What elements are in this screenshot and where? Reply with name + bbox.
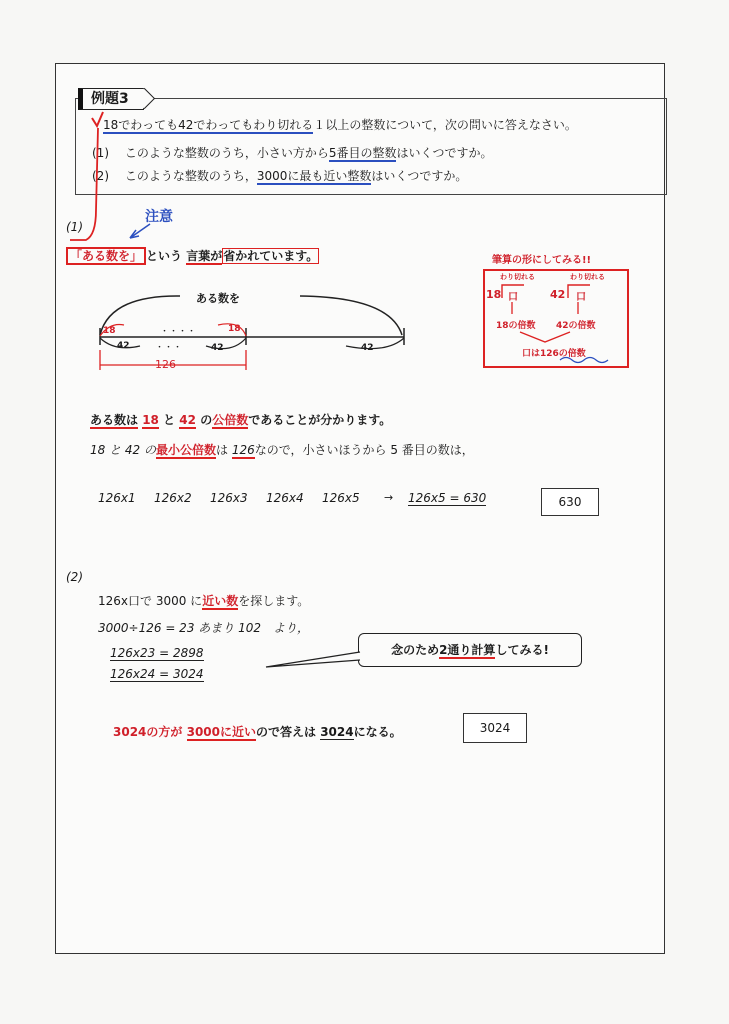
diagram-dots-top: ・・・・ [160, 327, 197, 337]
method-left-divisor: 18 [486, 288, 502, 301]
part1-result: 126x5 = 630 [408, 491, 487, 505]
part1-line2: ある数は 18 と 42 の公倍数であることが分かります。 [90, 413, 392, 427]
method-right-result: 42の倍数 [556, 321, 596, 331]
part2-line1: 126x口で 3000 に近い数を探します。 [98, 594, 310, 608]
problem-statement: 18でわっても42でわってもわり切れる１以上の整数について，次の問いに答えなさい。 [103, 118, 577, 132]
diagram-span: 126 [155, 358, 176, 371]
part1-line1: 「ある数を」 という 言葉が省かれています。 [66, 247, 319, 264]
question-2: (2) このような整数のうち，3000に最も近い整数はいくつですか。 [92, 169, 468, 183]
method-right-box: 口 [576, 292, 586, 303]
method-conclusion: 口は126の倍数 [522, 349, 586, 359]
diagram-mid-42: 42 [211, 343, 224, 353]
part2-label: (2) [66, 570, 83, 584]
answer-box-2: 3024 [463, 713, 527, 743]
sequence-5: 126x5 [322, 491, 360, 505]
method-left-box: 口 [508, 292, 518, 303]
question-1: (1) このような整数のうち，小さい方から5番目の整数はいくつですか。 [92, 146, 493, 160]
note-label: 注意 [145, 209, 173, 225]
part1-line3: 18 と 42 の最小公倍数は 126なので，小さいほうから 5 番目の数は， [90, 443, 474, 457]
sequence-4: 126x4 [266, 491, 304, 505]
diagram-mid-18: 18 [228, 324, 241, 334]
answer-box-1: 630 [541, 488, 599, 516]
method-right-divisor: 42 [550, 288, 566, 301]
sequence-arrow: → [384, 491, 394, 504]
method-left-result: 18の倍数 [496, 321, 536, 331]
part2-final: 3024の方が 3000に近いので答えは 3024になる。 [113, 725, 402, 739]
diagram-right-42: 42 [361, 343, 374, 353]
sequence-2: 126x2 [154, 491, 192, 505]
diagram-title: ある数を [196, 292, 240, 305]
method-title: 筆算の形にしてみる!! [492, 255, 592, 266]
diagram-left-18: 18 [103, 326, 116, 336]
callout-bubble: 念のため2通り計算してみる! [358, 633, 582, 667]
diagram-left-42: 42 [117, 341, 130, 351]
diagram-dots-mid: ・・・ [155, 343, 183, 353]
part2-calc-2: 126x24 = 3024 [110, 667, 204, 681]
sequence-1: 126x1 [98, 491, 136, 505]
part1-label: (1) [66, 220, 83, 234]
sequence-3: 126x3 [210, 491, 248, 505]
method-left-head: わり切れる [500, 273, 535, 281]
part2-calc-1: 126x23 = 2898 [110, 646, 204, 660]
part2-line2: 3000÷126 = 23 あまり 102 より， [98, 621, 309, 635]
example-tag: 例題3 [78, 88, 144, 110]
method-right-head: わり切れる [570, 273, 605, 281]
